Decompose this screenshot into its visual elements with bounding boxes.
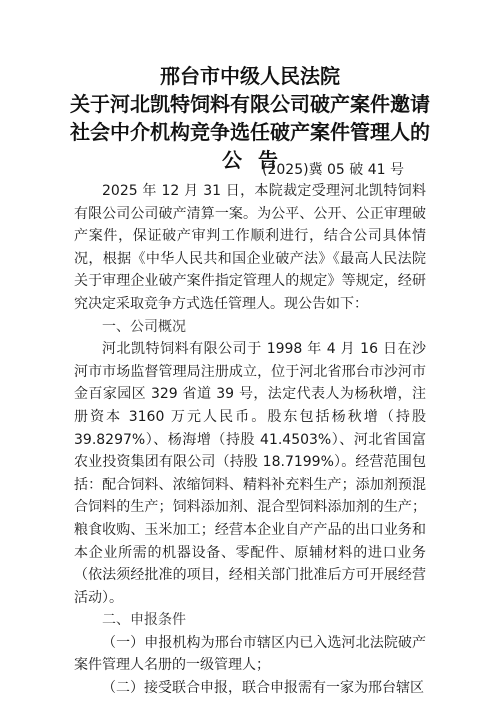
section-2-heading: 二、申报条件: [102, 612, 186, 629]
intro-paragraph: 2025 年 12 月 31 日，本院裁定受理河北凯特饲料有限公司公司破产清算一案。为公平、公开、公正审理破产案件，保证破产审判工作顺利进行，结合公司具体情况，根据《中华人民共和国企业破产法》《最高人民法院关于审理企业破产案件指定管理人的规定》等规定，经研究决定采取竞争方式选任管理人。现公告如下：: [74, 183, 426, 312]
document-body: [74, 180, 426, 700]
document-number: (2025)冀 05 破 41 号: [262, 162, 404, 178]
title-line-3: 公告: [222, 148, 294, 172]
section-1-paragraph: 河北凯特饲料有限公司于 1998 年 4 月 16 日在沙河市市场监督管理局注册成立，位于河北省邢台市沙河市金百家园区 329 省道 39 号，法定代表人为杨秋增，注册资本 3160 万元人民币。股东包括杨秋增（持股 39.8297%）、杨海增（持股 41.4503%）、河北省国富农业投资集团有限公司（持股 18.7199%）。经营范围包括：配合饲料、浓缩饲料、精料补充料生产；添加剂预混合饲料的生产；饲料添加剂、混合型饲料添加剂的生产；粮食收购、玉米加工；经营本企业自产产品的出口业务和本企业所需的机器设备、零配件、原辅材料的进口业务（依法须经批准的项目，经相关部门批准后方可开展经营活动）。: [74, 341, 426, 606]
section-2-item-1: （一）申报机构为邢台市辖区内已入选河北法院破产案件管理人名册的一级管理人；: [74, 634, 426, 674]
section-2-item-2: （二）接受联合申报，联合申报需有一家为邢台辖区: [102, 680, 424, 697]
title-block: [0, 62, 500, 174]
title-line-1: 关于河北凯特饲料有限公司破产案件邀请: [70, 92, 430, 116]
title-line-2: 社会中介机构竞争选任破产案件管理人的: [70, 120, 430, 144]
section-1-heading: 一、公司概况: [102, 318, 186, 335]
court-name: 邢台市中级人民法院: [160, 64, 340, 88]
